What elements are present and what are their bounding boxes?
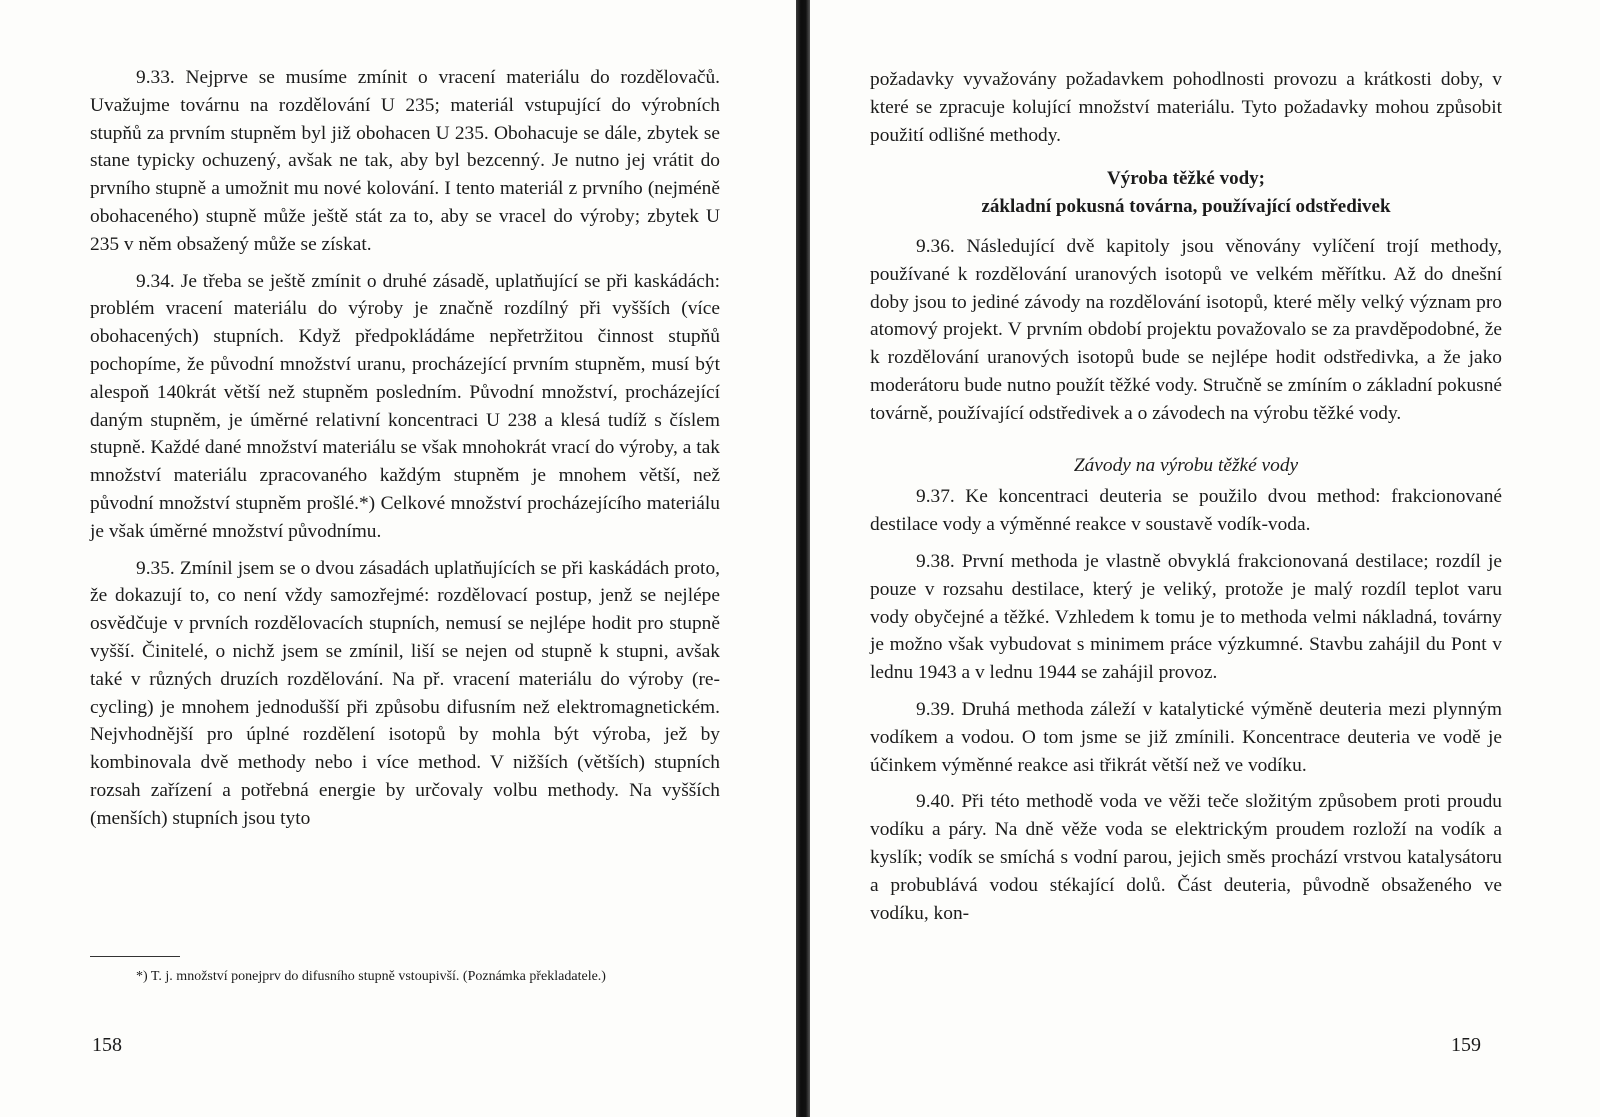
paragraph-continuation: požadavky vyvažovány požadavkem pohodlnosti provozu a krátkosti doby, v které se zpracuje kolující množství materiálu. Tyto požadavky mohou způsobit použití odlišné methody.: [870, 69, 1502, 146]
subsection-heading: Závody na výrobu těžké vody: [1073, 454, 1299, 476]
footnote-rule: [90, 956, 180, 957]
section-heading-line2: základní pokusná továrna, používající odstředivek: [981, 196, 1391, 218]
paragraph-9-37: 9.37. Ke koncentraci deuteria se použilo dvou method: frakcionované destilace vody a výměnné reakce v soustavě vodík-voda.: [870, 486, 1502, 536]
book-spine: [796, 0, 810, 1117]
left-page-text: [90, 64, 720, 842]
paragraph-9-33: 9.33. Nejprve se musíme zmínit o vracení materiálu do rozdělovačů. Uvažujme továrnu na rozdělování U 235; materiál vstupující do výrobních stupňů za prvním stupněm byl již obohacen U 235. Obohacuje se dále, zbytek se stane typicky ochuzený, avšak ne tak, aby byl bezcenný. Je nutno jej vrátit do prvního stupně a umožnit mu nové kolování. I tento materiál z prvního (nejméně obohaceného) stupně může ještě stát za to, aby se vracel do výroby; zbytek U 235 v něm obsažený může se získat.: [90, 67, 720, 255]
footnote: *) T. j. množství ponejprv do difusního stupně vstoupivší. (Poznámka překladatele.): [136, 969, 606, 984]
paragraph-9-34: 9.34. Je třeba se ještě zmínit o druhé zásadě, uplatňující se při kaskádách: problém vracení materiálu do výroby je značně rozdílný při vyšších (více obohacených) stupních. Když předpokládáme nepřetržitou činnost stupňů pochopíme, že původní množství uranu, procházející prvním stupněm, musí být alespoň 140krát větší než stupněm posledním. Původní množství, procházející daným stupněm, je úměrné relativní koncentraci U 238 a klesá tudíž s číslem stupně. Každé dané množství materiálu se však mnohokrát vrací do výroby, a tak množství materiálu zpracovaného každým stupněm je mnohem větší, než původní množství stupněm prošlé.*) Celkové množství procházejícího materiálu je však úměrné množství původnímu.: [90, 270, 720, 542]
paragraph-9-36: 9.36. Následující dvě kapitoly jsou věnovány vylíčení trojí methody, používané k rozdělování uranových isotopů ve velkém měřítku. Až do dnešní doby jsou to jediné závody na rozdělování isotopů, které měly velký význam pro atomový projekt. V prvním období projektu považovalo se za pravděpodobné, že k rozdělování uranových isotopů bude se nejlépe hodit odstředivka, a že jako moderátoru bude nutno použít těžké vody. Stručně se zmíním o základní pokusné továrně, používající odstředivek a o závodech na výrobu těžké vody.: [870, 235, 1502, 424]
paragraph-9-38: 9.38. První methoda je vlastně obvyklá frakcionovaná destilace; rozdíl je pouze v rozsahu destilace, který je veliký, protože je malý rozdíl teplot varu vody obyčejné a těžké. Vzhledem k tomu je to methoda velmi nákladná, továrny je možno však vybudovat s minimem práce výzkumné. Stavbu zahájil du Pont v lednu 1943 a v lednu 1944 se zahájil provoz.: [870, 550, 1502, 684]
paragraph-9-40: 9.40. Při této methodě voda ve věži teče složitým způsobem proti proudu vodíku a páry. Na dně věže voda se elektrickým proudem rozloží na vodík a kyslík; vodík se smíchá s vodní parou, jejich směs prochází vrstvou katalysátoru a probublává vodou stékající dolů. Část deuteria, původně obsaženého ve vodíku, kon-: [870, 791, 1502, 924]
paragraph-9-35: 9.35. Zmínil jsem se o dvou zásadách uplatňujících se při kaskádách proto, že dokazují to, co není vždy samozřejmé: rozdělovací postup, jenž se nejlépe osvědčuje v prvních rozdělovacích stupních, nemusí se nejlépe hodit pro stupně vyšší. Činitelé, o nichž jsem se zmínil, liší se nejen od stupně k stupni, avšak také v různých druzích rozdělování. Na př. vracení materiálu do výroby (recycling) je mnohem jednodušší při způsobu difusním než elektromagnetickém. Nejvhodnější pro úplné rozdělení isotopů by mohla být výroba, jež by kombinovala dvě methody nebo i více method. V nižších (větších) stupních rozsah zařízení a potřebná energie by určovaly volbu methody. Na vyšších (menších) stupních jsou tyto: [90, 557, 720, 829]
page-number-left: 158: [92, 1034, 122, 1056]
section-heading-line1: Výroba těžké vody;: [1107, 168, 1265, 190]
paragraph-9-39: 9.39. Druhá methoda záleží v katalytické výměně deuteria mezi plynným vodíkem a vodou. O tom jsme se již zmínili. Koncentrace deuteria ve vodě je účinkem výměnné reakce asi třikrát větší než ve vodíku.: [870, 698, 1502, 776]
page-number-right: 159: [1451, 1034, 1481, 1056]
right-page-text: [870, 66, 1502, 936]
right-page: [810, 0, 1600, 1117]
